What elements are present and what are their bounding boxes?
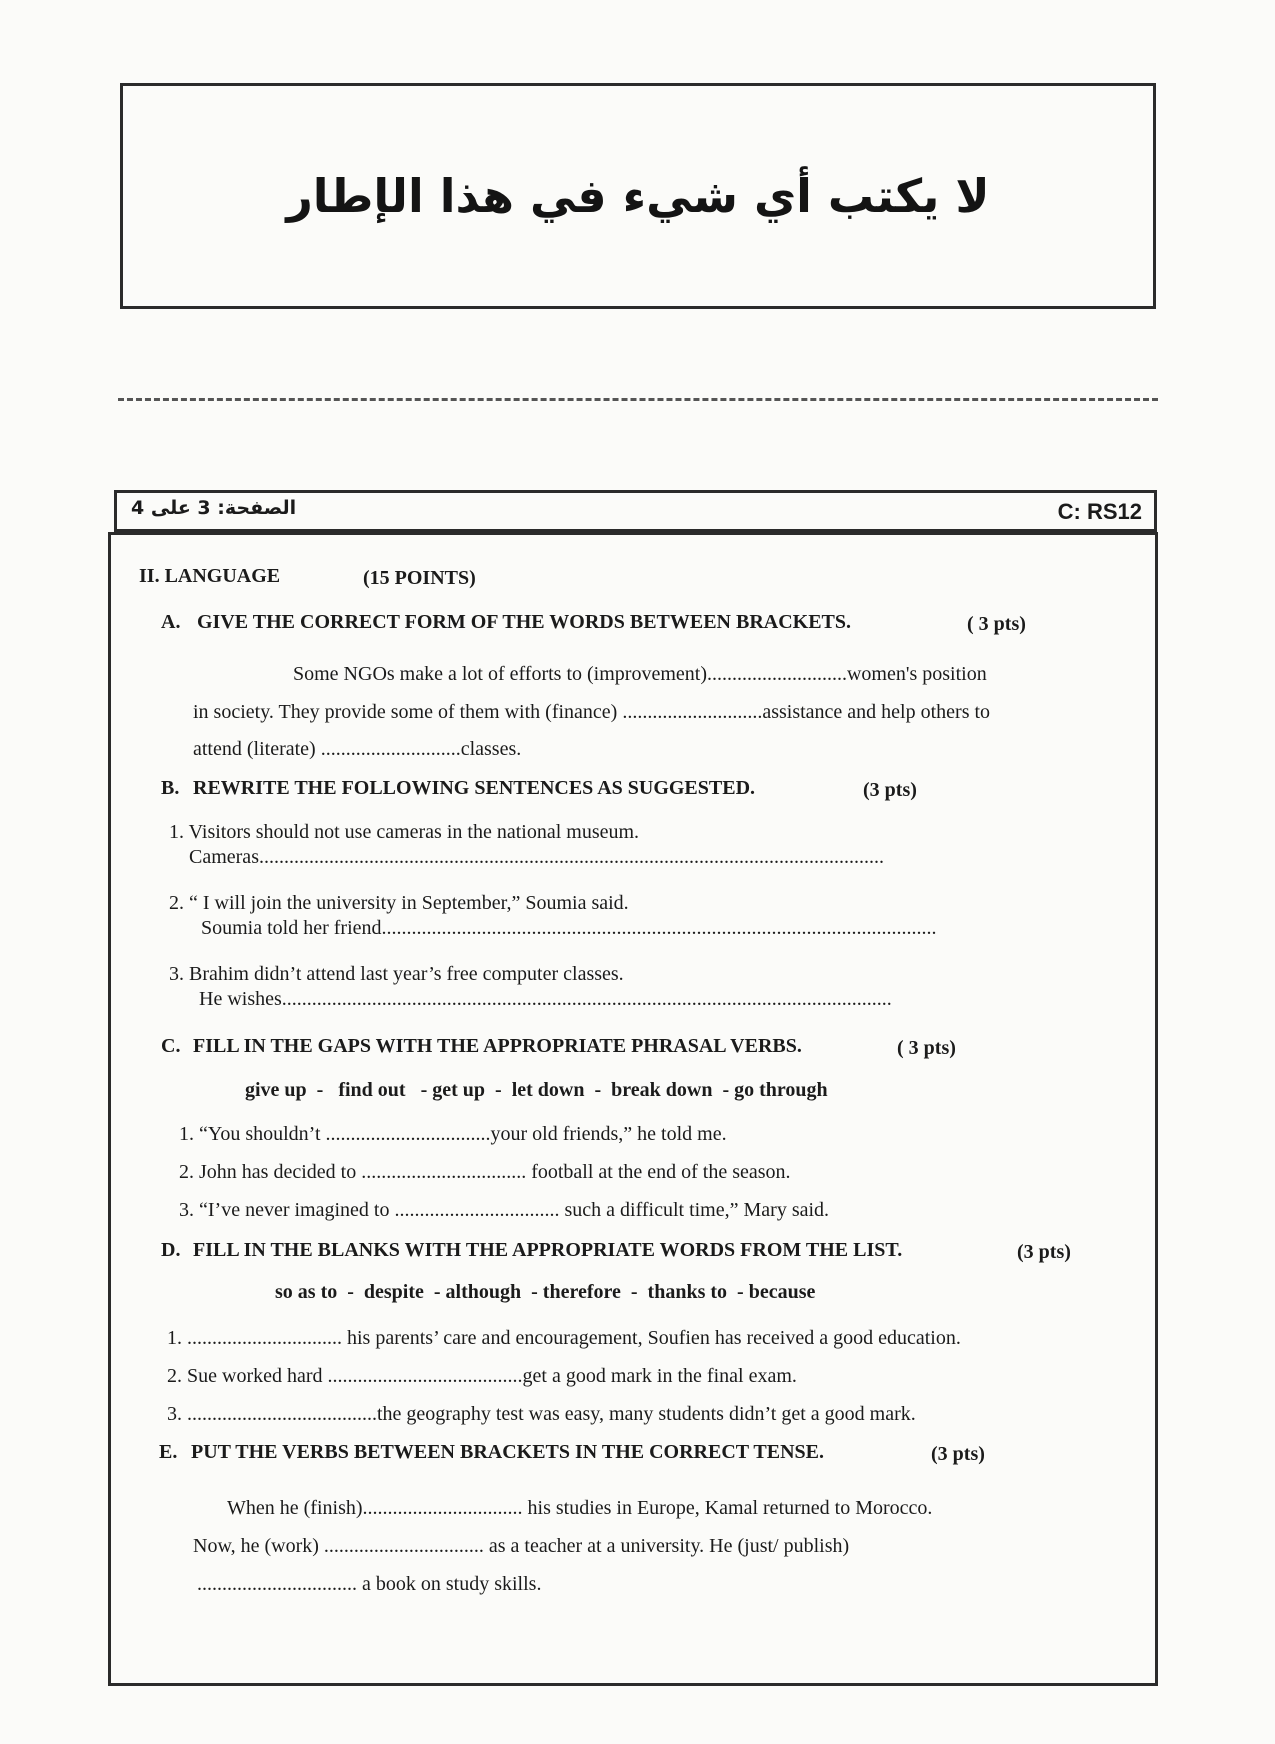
- part-b-instruction: REWRITE THE FOLLOWING SENTENCES AS SUGGESTED.: [193, 777, 756, 799]
- part-b-points: (3 pts): [863, 779, 917, 801]
- cut-line-divider: [118, 398, 1158, 401]
- part-b-answer-2: Soumia told her friend...............................................................................................................: [201, 917, 937, 939]
- part-e-line-3: ................................ a book on study skills.: [197, 1573, 542, 1595]
- part-d-word-list: so as to - despite - although - therefore - thanks to - because: [275, 1281, 816, 1303]
- part-d-item-1: 1. ............................... his parents’ care and encouragement, Soufien has received a good education.: [167, 1327, 961, 1349]
- part-a-points: ( 3 pts): [967, 613, 1026, 635]
- part-e-points: (3 pts): [931, 1443, 985, 1465]
- part-a-instruction: GIVE THE CORRECT FORM OF THE WORDS BETWEEN BRACKETS.: [197, 611, 852, 633]
- section-points: (15 POINTS): [363, 567, 476, 589]
- do-not-write-notice: لا يكتب أي شيء في هذا الإطار: [286, 169, 990, 223]
- part-a-line-2: in society. They provide some of them with (finance) ............................assistance and help others to: [193, 701, 991, 723]
- part-c-letter: C.: [161, 1035, 181, 1057]
- part-b-sentence-1: 1. Visitors should not use cameras in the national museum.: [169, 821, 640, 843]
- part-d-item-2: 2. Sue worked hard .......................................get a good mark in the final exam.: [167, 1365, 797, 1387]
- part-e-line-2: Now, he (work) ................................ as a teacher at a university. He (just/ publish): [193, 1535, 850, 1557]
- part-e-instruction: PUT THE VERBS BETWEEN BRACKETS IN THE CORRECT TENSE.: [191, 1441, 824, 1463]
- part-a-line-1: Some NGOs make a lot of efforts to (improvement)............................women's position: [293, 663, 987, 685]
- part-c-word-list: give up - find out - get up - let down - break down - go through: [245, 1079, 828, 1101]
- part-d-points: (3 pts): [1017, 1241, 1071, 1263]
- part-b-sentence-3: 3. Brahim didn’t attend last year’s free computer classes.: [169, 963, 624, 985]
- part-a-letter: A.: [161, 611, 181, 633]
- page-number: الصفحة: 3 على 4: [131, 497, 297, 519]
- part-d-item-3: 3. ......................................the geography test was easy, many students didn’t get a good mark.: [167, 1403, 916, 1425]
- part-c-instruction: FILL IN THE GAPS WITH THE APPROPRIATE PHRASAL VERBS.: [193, 1035, 802, 1057]
- part-b-answer-3: He wishes..........................................................................................................................: [199, 988, 892, 1010]
- part-b-answer-1: Cameras.............................................................................................................................: [189, 846, 884, 868]
- section-title: II. LANGUAGE: [139, 565, 281, 587]
- part-c-points: ( 3 pts): [897, 1037, 956, 1059]
- part-e-letter: E.: [159, 1441, 178, 1463]
- part-b-letter: B.: [161, 777, 180, 799]
- part-c-item-3: 3. “I’ve never imagined to ................................. such a difficult time,” Mary said.: [179, 1199, 830, 1221]
- exam-code: C: RS12: [1057, 499, 1142, 524]
- exam-content: [108, 532, 1158, 1686]
- part-d-letter: D.: [161, 1239, 181, 1261]
- part-e-line-1: When he (finish)................................ his studies in Europe, Kamal returned to Morocco.: [227, 1497, 933, 1519]
- part-c-item-1: 1. “You shouldn’t .................................your old friends,” he told me.: [179, 1123, 727, 1145]
- part-c-item-2: 2. John has decided to ................................. football at the end of the season.: [179, 1161, 791, 1183]
- part-d-instruction: FILL IN THE BLANKS WITH THE APPROPRIATE WORDS FROM THE LIST.: [193, 1239, 903, 1261]
- part-b-sentence-2: 2. “ I will join the university in September,” Soumia said.: [169, 892, 629, 914]
- page-header: [114, 490, 1157, 532]
- part-a-line-3: attend (literate) ............................classes.: [193, 738, 522, 760]
- do-not-write-box: [120, 83, 1156, 309]
